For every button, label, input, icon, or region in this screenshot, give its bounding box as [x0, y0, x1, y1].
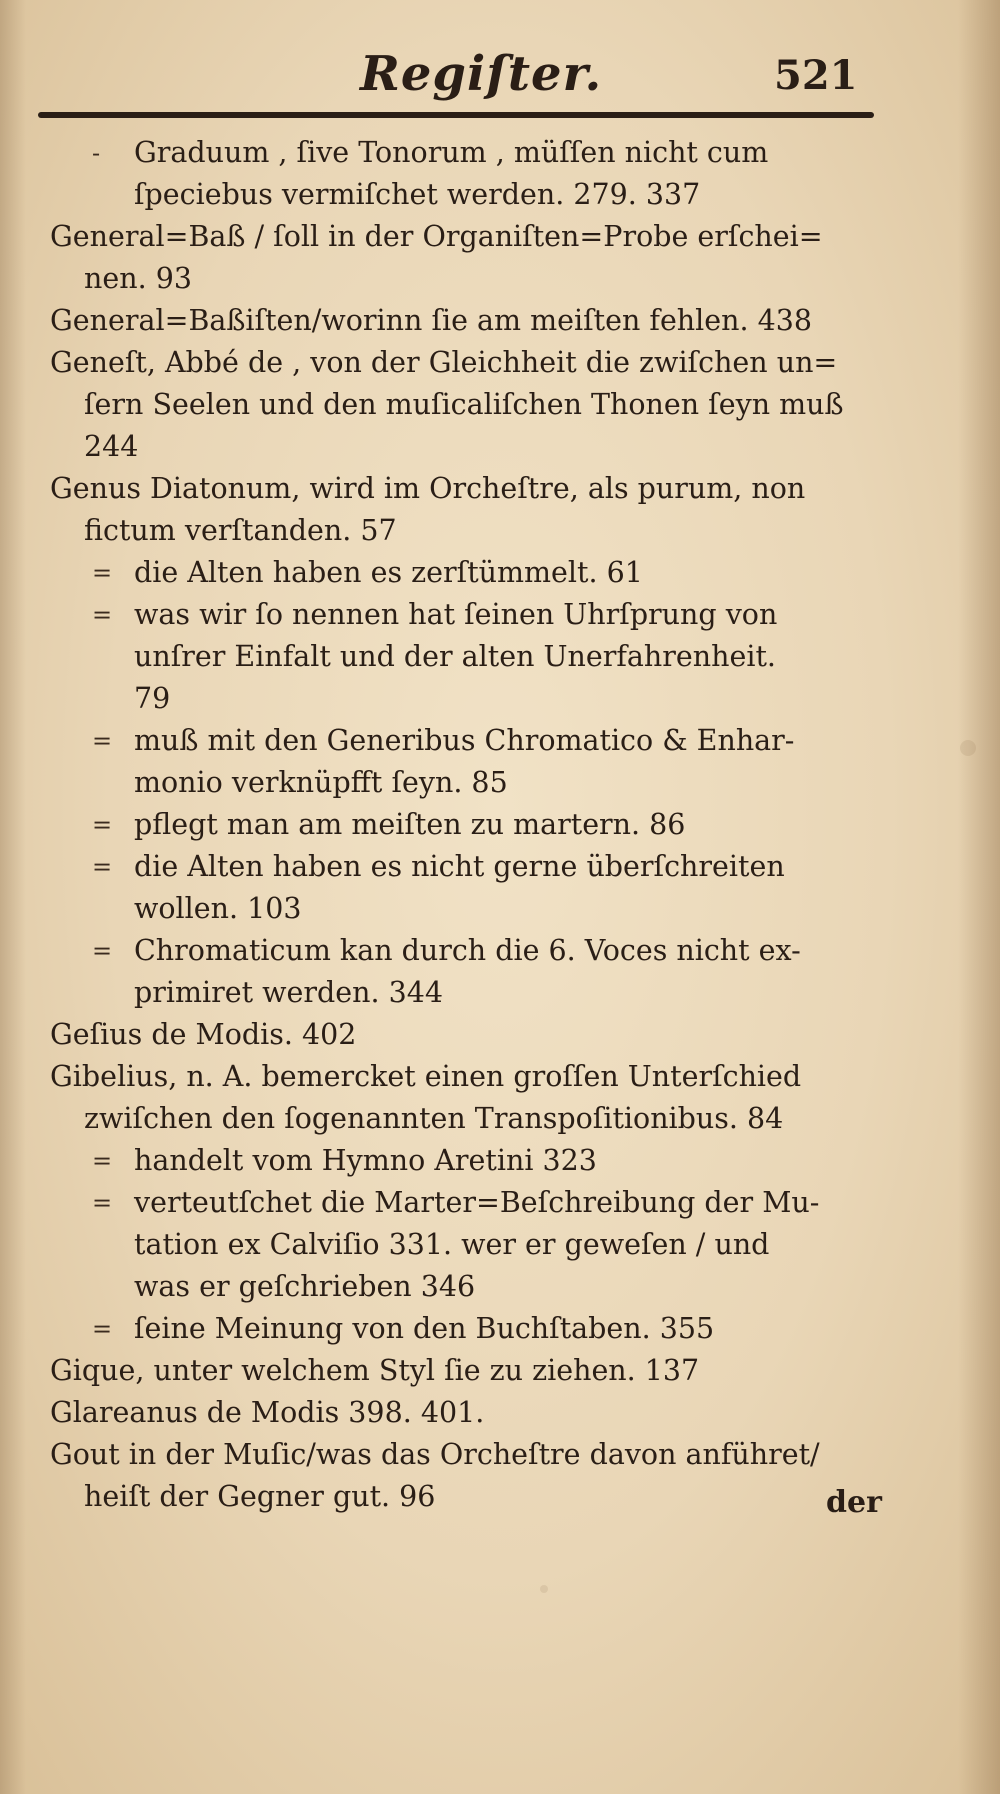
- entry-line: ſeine Meinung von den Buchſtaben. 355: [134, 1312, 715, 1345]
- running-header: [0, 46, 1000, 106]
- catchword: der: [826, 1485, 882, 1520]
- entry-continuation-line: zwiſchen den ſogenannten Transpoſitionibus. 84: [84, 1102, 784, 1135]
- entry-line: Geneſt, Abbé de , von der Gleichheit die zwiſchen un=: [50, 346, 838, 379]
- ink-spot: [960, 740, 976, 756]
- entry-continuation-line: unſrer Einfalt und der alten Unerfahrenheit.: [134, 640, 776, 673]
- entry-line: die Alten haben es zerſtümmelt. 61: [134, 556, 643, 589]
- entry-continuation-line: 79: [134, 682, 171, 715]
- page-number: 521: [774, 52, 858, 99]
- entry-continuation-line: ſpeciebus vermiſchet werden. 279. 337: [134, 178, 701, 211]
- register-entry: [50, 342, 880, 468]
- entry-line: Gique, unter welchem Styl ſie zu ziehen. 137: [50, 1354, 700, 1387]
- entry-continuation-line: ſern Seelen und den muſicaliſchen Thonen ſeyn muß: [84, 388, 844, 421]
- entry-line: muß mit den Generibus Chromatico & Enhar-: [134, 724, 795, 757]
- register-entry: [50, 1014, 880, 1056]
- register-subentry: [50, 1308, 880, 1350]
- ink-spot: [540, 1585, 548, 1593]
- ditto-mark: =: [92, 559, 113, 587]
- register-subentry: [50, 930, 880, 1014]
- register-entry: [50, 216, 880, 300]
- page-left-shadow: [0, 0, 26, 1794]
- register-subentry: [50, 552, 880, 594]
- entry-line: pflegt man am meiſten zu martern. 86: [134, 808, 686, 841]
- register-entry: [50, 1434, 880, 1518]
- register-subentry: [50, 132, 880, 216]
- entry-continuation-line: was er geſchrieben 346: [134, 1270, 476, 1303]
- register-entry: [50, 468, 880, 552]
- entry-continuation-line: heiſt der Gegner gut. 96: [84, 1480, 436, 1513]
- register-subentry: [50, 846, 880, 930]
- entry-line: General=Baß / ſoll in der Organiſten=Probe erſchei=: [50, 220, 823, 253]
- ditto-mark: =: [92, 811, 113, 839]
- register-entry: [50, 1056, 880, 1140]
- ditto-mark: =: [92, 937, 113, 965]
- ditto-mark: =: [92, 1189, 113, 1217]
- entry-line: Genus Diatonum, wird im Orcheſtre, als purum, non: [50, 472, 806, 505]
- entry-continuation-line: primiret werden. 344: [134, 976, 443, 1009]
- entry-line: Glareanus de Modis 398. 401.: [50, 1396, 485, 1429]
- entry-line: Chromaticum kan durch die 6. Voces nicht ex-: [134, 934, 801, 967]
- entry-line: was wir ſo nennen hat ſeinen Uhrſprung von: [134, 598, 778, 631]
- entry-line: Geſius de Modis. 402: [50, 1018, 357, 1051]
- register-entries: [50, 132, 880, 1518]
- ditto-mark: =: [92, 1315, 113, 1343]
- register-entry: [50, 300, 880, 342]
- page-right-shadow: [958, 0, 1000, 1794]
- register-subentry: [50, 1140, 880, 1182]
- register-subentry: [50, 594, 880, 720]
- register-subentry: [50, 1182, 880, 1308]
- header-rule: [38, 112, 874, 118]
- ditto-mark: =: [92, 853, 113, 881]
- entry-continuation-line: tation ex Calviſio 331. wer er geweſen / und: [134, 1228, 770, 1261]
- register-subentry: [50, 804, 880, 846]
- entry-continuation-line: nen. 93: [84, 262, 192, 295]
- entry-line: General=Baßiſten/worinn ſie am meiſten fehlen. 438: [50, 304, 813, 337]
- entry-line: verteutſchet die Marter=Beſchreibung der Mu-: [134, 1186, 820, 1219]
- register-entry: [50, 1350, 880, 1392]
- entry-line: Graduum , ſive Tonorum , müſſen nicht cum: [134, 136, 769, 169]
- ditto-mark: =: [92, 601, 113, 629]
- entry-continuation-line: fictum verſtanden. 57: [84, 514, 397, 547]
- entry-continuation-line: monio verknüpfft ſeyn. 85: [134, 766, 508, 799]
- entry-line: handelt vom Hymno Aretini 323: [134, 1144, 597, 1177]
- entry-line: Gout in der Muſic/was das Orcheſtre davon anführet/: [50, 1438, 820, 1471]
- register-entry: [50, 1392, 880, 1434]
- ditto-mark: -: [92, 139, 101, 167]
- page-title: Regiſter.: [360, 46, 603, 102]
- entry-line: Gibelius, n. A. bemercket einen groſſen Unterſchied: [50, 1060, 802, 1093]
- entry-continuation-line: wollen. 103: [134, 892, 302, 925]
- entry-line: die Alten haben es nicht gerne überſchreiten: [134, 850, 785, 883]
- ditto-mark: =: [92, 1147, 113, 1175]
- ditto-mark: =: [92, 727, 113, 755]
- entry-continuation-line: 244: [84, 430, 139, 463]
- register-subentry: [50, 720, 880, 804]
